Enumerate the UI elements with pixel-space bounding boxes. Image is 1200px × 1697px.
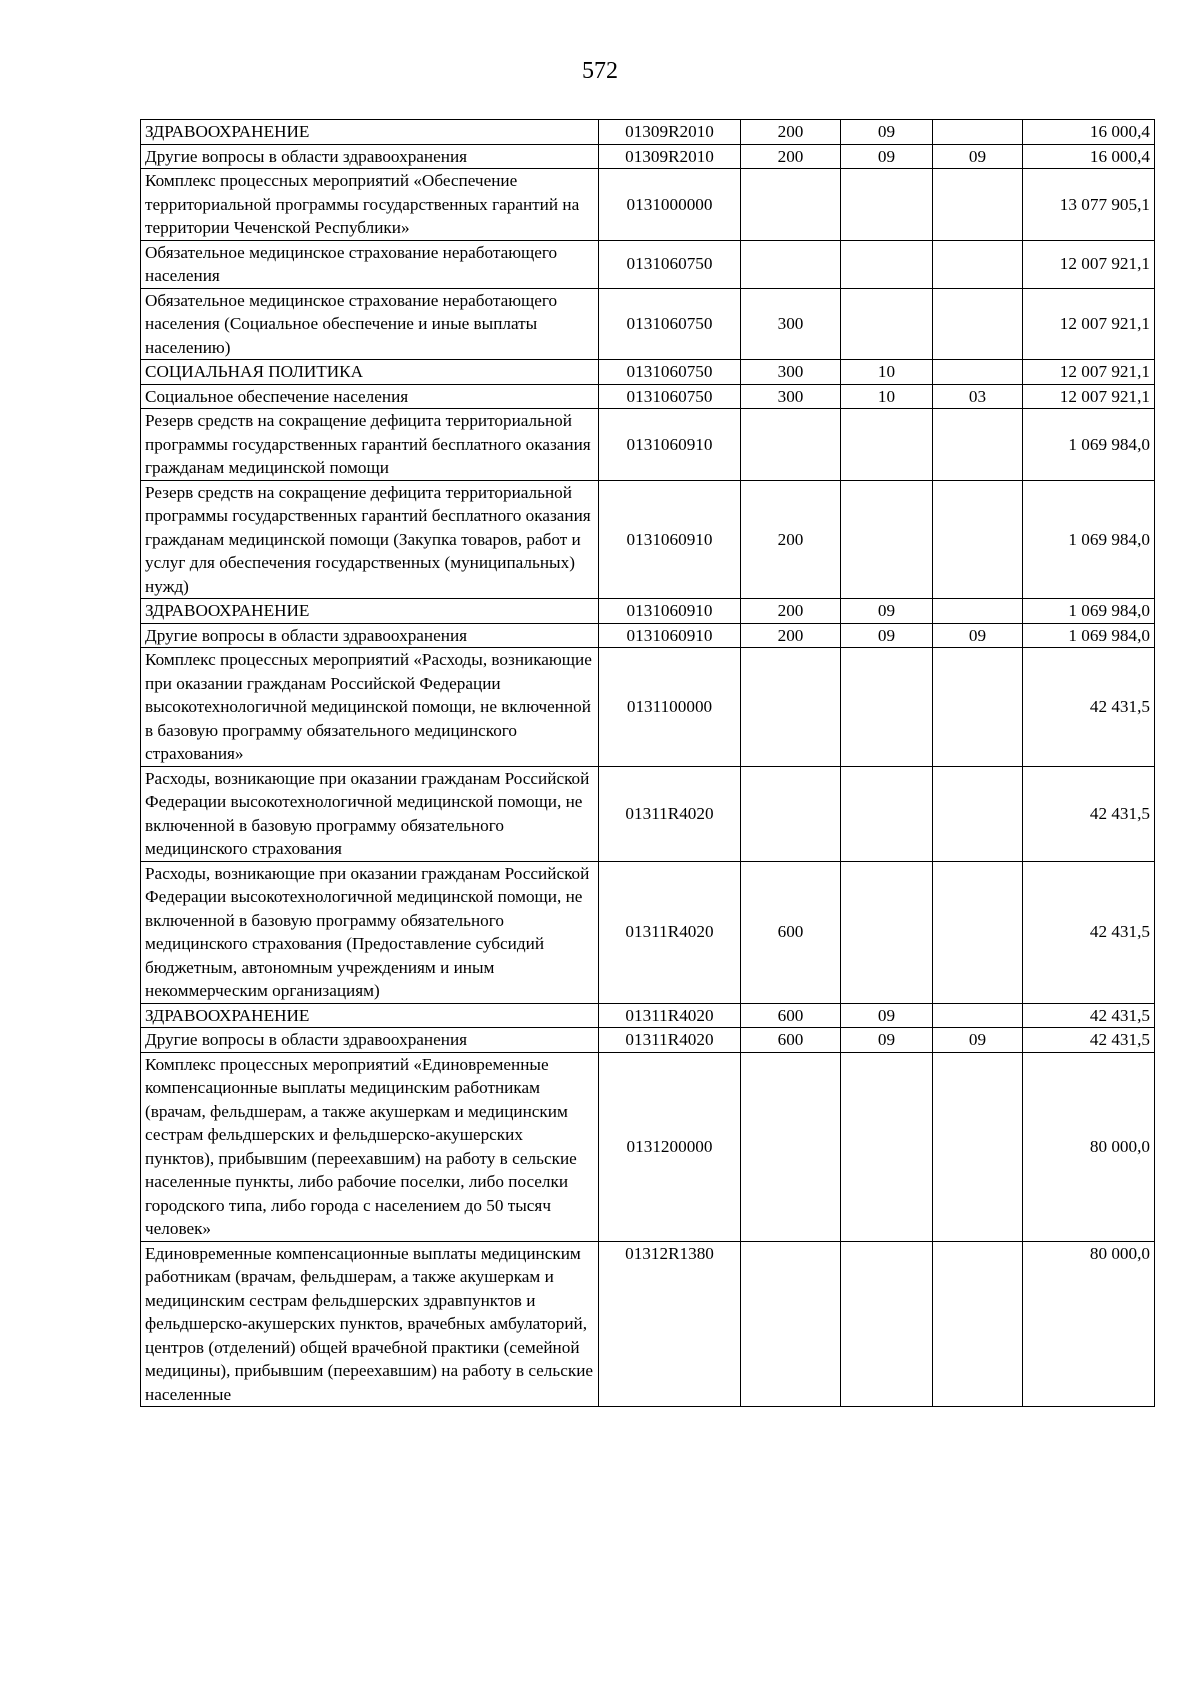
row-description: Обязательное медицинское страхование неработающего населения (Социальное обеспечение и иные выплаты населению): [141, 288, 599, 360]
row-subsection: 09: [933, 623, 1023, 648]
row-target-code: 0131060910: [599, 599, 741, 624]
row-target-code: 01309R2010: [599, 144, 741, 169]
row-expense-type: [741, 409, 841, 481]
row-expense-type: [741, 240, 841, 288]
row-amount: 80 000,0: [1023, 1241, 1155, 1407]
row-description: Другие вопросы в области здравоохранения: [141, 623, 599, 648]
row-amount: 12 007 921,1: [1023, 288, 1155, 360]
row-target-code: 0131100000: [599, 648, 741, 767]
row-expense-type: [741, 766, 841, 861]
row-expense-type: 200: [741, 120, 841, 145]
table-row: [141, 480, 1155, 599]
row-target-code: 01309R2010: [599, 120, 741, 145]
row-subsection: [933, 409, 1023, 481]
row-description: Резерв средств на сокращение дефицита территориальной программы государственных гарантий бесплатного оказания гражданам медицинской помощи: [141, 409, 599, 481]
row-description: Комплекс процессных мероприятий «Единовременные компенсационные выплаты медицинским работникам (врачам, фельдшерам, а также акушеркам и медицинским сестрам фельдшерских и фельдшерско-акушерских пунктов), прибывшим (переехавшим) на работу в сельские населенные пункты, либо рабочие поселки, либо поселки городского типа, либо города с населением до 50 тысяч человек»: [141, 1052, 599, 1241]
table-row: [141, 384, 1155, 409]
budget-table: [140, 119, 1155, 1407]
row-subsection: [933, 360, 1023, 385]
row-amount: 1 069 984,0: [1023, 623, 1155, 648]
row-expense-type: [741, 1052, 841, 1241]
row-amount: 42 431,5: [1023, 861, 1155, 1003]
row-description: Резерв средств на сокращение дефицита территориальной программы государственных гарантий бесплатного оказания гражданам медицинской помощи (Закупка товаров, работ и услуг для обеспечения государственных (муниципальных) нужд): [141, 480, 599, 599]
table-row: [141, 1003, 1155, 1028]
row-amount: 80 000,0: [1023, 1052, 1155, 1241]
row-subsection: 03: [933, 384, 1023, 409]
budget-table-body: [141, 120, 1155, 1407]
row-section: [841, 861, 933, 1003]
row-subsection: 09: [933, 144, 1023, 169]
row-description: Другие вопросы в области здравоохранения: [141, 1028, 599, 1053]
row-description: ЗДРАВООХРАНЕНИЕ: [141, 1003, 599, 1028]
row-amount: 42 431,5: [1023, 1028, 1155, 1053]
row-description: Расходы, возникающие при оказании гражданам Российской Федерации высокотехнологичной медицинской помощи, не включенной в базовую программу обязательного медицинского страхования: [141, 766, 599, 861]
row-amount: 1 069 984,0: [1023, 409, 1155, 481]
row-target-code: 0131060750: [599, 240, 741, 288]
row-section: [841, 480, 933, 599]
row-description: Обязательное медицинское страхование неработающего населения: [141, 240, 599, 288]
row-description: ЗДРАВООХРАНЕНИЕ: [141, 120, 599, 145]
row-expense-type: [741, 648, 841, 767]
row-amount: 42 431,5: [1023, 648, 1155, 767]
row-target-code: 0131060910: [599, 623, 741, 648]
row-section: [841, 766, 933, 861]
row-section: 09: [841, 599, 933, 624]
table-row: [141, 409, 1155, 481]
row-amount: 42 431,5: [1023, 766, 1155, 861]
row-subsection: [933, 766, 1023, 861]
row-amount: 16 000,4: [1023, 120, 1155, 145]
row-target-code: 0131060750: [599, 288, 741, 360]
row-section: [841, 1241, 933, 1407]
row-target-code: 01311R4020: [599, 1028, 741, 1053]
row-target-code: 01311R4020: [599, 1003, 741, 1028]
row-section: [841, 1052, 933, 1241]
row-expense-type: 200: [741, 599, 841, 624]
row-description: Другие вопросы в области здравоохранения: [141, 144, 599, 169]
row-subsection: 09: [933, 1028, 1023, 1053]
row-target-code: 0131200000: [599, 1052, 741, 1241]
row-target-code: 0131060750: [599, 384, 741, 409]
table-row: [141, 648, 1155, 767]
row-section: 09: [841, 144, 933, 169]
row-amount: 12 007 921,1: [1023, 384, 1155, 409]
row-subsection: [933, 1003, 1023, 1028]
table-row: [141, 360, 1155, 385]
row-subsection: [933, 861, 1023, 1003]
row-section: [841, 648, 933, 767]
row-section: 09: [841, 1028, 933, 1053]
row-description: ЗДРАВООХРАНЕНИЕ: [141, 599, 599, 624]
row-subsection: [933, 1241, 1023, 1407]
table-row: [141, 599, 1155, 624]
table-row: [141, 1028, 1155, 1053]
row-expense-type: 200: [741, 144, 841, 169]
row-expense-type: 600: [741, 861, 841, 1003]
row-section: 09: [841, 623, 933, 648]
row-description: Комплекс процессных мероприятий «Обеспечение территориальной программы государственных гарантий на территории Чеченской Республики»: [141, 169, 599, 241]
row-subsection: [933, 169, 1023, 241]
row-subsection: [933, 648, 1023, 767]
row-subsection: [933, 288, 1023, 360]
row-description: Единовременные компенсационные выплаты медицинским работникам (врачам, фельдшерам, а также акушеркам и медицинским сестрам фельдшерских здравпунктов и фельдшерско-акушерских пунктов, врачебных амбулаторий, центров (отделений) общей врачебной практики (семейной медицины), прибывшим (переехавшим) на работу в сельские населенные: [141, 1241, 599, 1407]
row-amount: 1 069 984,0: [1023, 480, 1155, 599]
row-expense-type: 600: [741, 1028, 841, 1053]
row-amount: 42 431,5: [1023, 1003, 1155, 1028]
table-row: [141, 1052, 1155, 1241]
row-description: Социальное обеспечение населения: [141, 384, 599, 409]
row-section: [841, 240, 933, 288]
row-expense-type: 300: [741, 288, 841, 360]
table-row: [141, 144, 1155, 169]
table-row: [141, 240, 1155, 288]
row-expense-type: 300: [741, 384, 841, 409]
row-amount: 16 000,4: [1023, 144, 1155, 169]
row-description: Расходы, возникающие при оказании гражданам Российской Федерации высокотехнологичной медицинской помощи, не включенной в базовую программу обязательного медицинского страхования (Предоставление субсидий бюджетным, автономным учреждениям и иным некоммерческим организациям): [141, 861, 599, 1003]
row-description: Комплекс процессных мероприятий «Расходы, возникающие при оказании гражданам Российской Федерации высокотехнологичной медицинской помощи, не включенной в базовую программу обязательного медицинского страхования»: [141, 648, 599, 767]
row-section: [841, 288, 933, 360]
row-target-code: 0131060910: [599, 409, 741, 481]
table-row: [141, 623, 1155, 648]
table-row: [141, 861, 1155, 1003]
row-subsection: [933, 120, 1023, 145]
row-expense-type: 200: [741, 480, 841, 599]
row-target-code: 01311R4020: [599, 766, 741, 861]
row-target-code: 01311R4020: [599, 861, 741, 1003]
row-section: [841, 169, 933, 241]
row-target-code: 0131060910: [599, 480, 741, 599]
row-subsection: [933, 240, 1023, 288]
table-row: [141, 1241, 1155, 1407]
table-row: [141, 288, 1155, 360]
row-section: 09: [841, 120, 933, 145]
row-description: СОЦИАЛЬНАЯ ПОЛИТИКА: [141, 360, 599, 385]
row-expense-type: 600: [741, 1003, 841, 1028]
row-subsection: [933, 1052, 1023, 1241]
row-expense-type: 200: [741, 623, 841, 648]
row-section: 10: [841, 360, 933, 385]
row-target-code: 0131000000: [599, 169, 741, 241]
row-expense-type: [741, 169, 841, 241]
table-row: [141, 169, 1155, 241]
table-row: [141, 120, 1155, 145]
row-section: 10: [841, 384, 933, 409]
row-subsection: [933, 599, 1023, 624]
row-section: [841, 409, 933, 481]
page-number: 572: [582, 58, 618, 84]
row-subsection: [933, 480, 1023, 599]
row-expense-type: [741, 1241, 841, 1407]
row-expense-type: 300: [741, 360, 841, 385]
row-amount: 12 007 921,1: [1023, 240, 1155, 288]
row-amount: 1 069 984,0: [1023, 599, 1155, 624]
table-row: [141, 766, 1155, 861]
row-target-code: 0131060750: [599, 360, 741, 385]
row-target-code: 01312R1380: [599, 1241, 741, 1407]
row-amount: 13 077 905,1: [1023, 169, 1155, 241]
row-amount: 12 007 921,1: [1023, 360, 1155, 385]
row-section: 09: [841, 1003, 933, 1028]
